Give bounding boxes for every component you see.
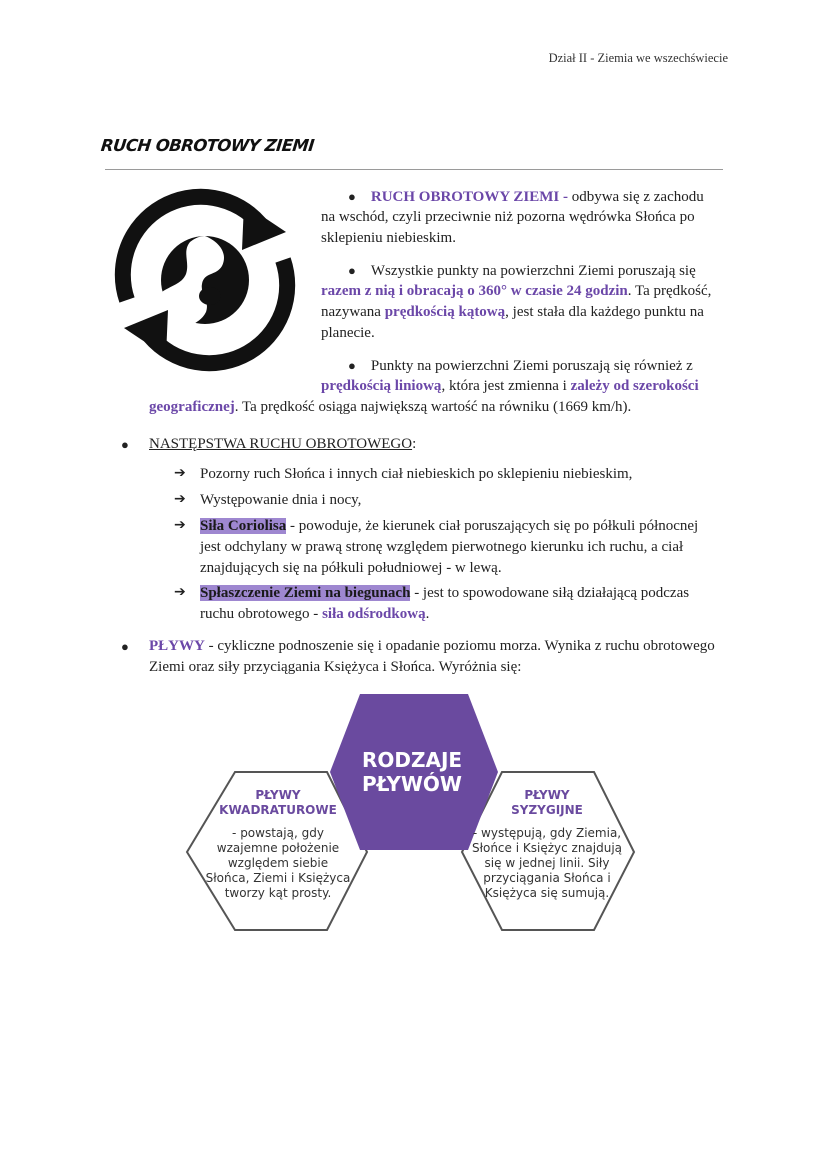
p2-line3 (321, 302, 704, 323)
left-body-4: Słońca, Ziemi i Księżyca (205, 871, 351, 885)
left-heading (203, 788, 353, 818)
bullet: ● (121, 437, 129, 452)
arrow-icon: ➔ (174, 584, 186, 600)
arrow-icon: ➔ (174, 491, 186, 507)
page-header: Dział II - Ziemia we wszechświecie (548, 51, 728, 65)
center-label-2: PŁYWÓW (362, 772, 462, 796)
nast-i4-c: . (425, 606, 430, 622)
center-label (337, 748, 487, 796)
term-ruch-obrotowy: RUCH OBROTOWY ZIEMI - (370, 189, 568, 205)
p2-line3b: , jest stała dla każdego punktu na (505, 304, 704, 320)
left-body-3: względem siebie (227, 856, 329, 870)
page-title: RUCH OBROTOWY ZIEMI (100, 136, 315, 155)
nast-item-4-l2 (200, 604, 429, 625)
center-label-1: RODZAJE (361, 748, 463, 772)
term-plywy: PŁYWY (149, 638, 205, 654)
term-zalezy: zależy od szerokości (570, 378, 699, 394)
plywy-text-a: - cykliczne podnoszenie się i opadanie poziomu morza. Wynika z ruchu obrotowego (204, 638, 715, 654)
nast-item-3-l2: jest odchylany w prawą stronę względem pierwotnego kierunku ich ruchu, a ciał (200, 539, 684, 555)
p1-line1 (348, 186, 704, 208)
p3-line2 (321, 376, 699, 397)
highlight-coriolis: Siła Coriolisa (200, 518, 287, 534)
p3-text: Punkty na powierzchni Ziemi poruszają się również z (370, 358, 693, 374)
arrow-icon: ➔ (174, 517, 186, 533)
nast-item-1: Pozorny ruch Słońca i innych ciał niebieskich po sklepieniu niebieskim, (200, 466, 633, 482)
right-body-4: przyciągania Słońca i (483, 871, 611, 885)
right-body-3: się w jednej linii. Siły (484, 856, 610, 870)
p2-line2 (321, 281, 711, 302)
p2-text: Wszystkie punkty na powierzchni Ziemi poruszają się (370, 263, 696, 279)
nast-item-4 (200, 583, 689, 604)
nast-heading (121, 434, 417, 456)
p1-line3: sklepieniu niebieskim. (321, 230, 456, 246)
term-geograficznej: geograficznej (149, 399, 235, 415)
plywy-line2: Ziemi oraz siły przyciągania Księżyca i Słońca. Wyróżnia się: (149, 659, 522, 675)
right-heading-2: SYZYGIJNE (511, 803, 583, 817)
bullet: ● (121, 639, 129, 654)
nast-i4-a: - jest to spowodowane siłą działającą podczas (410, 585, 690, 601)
right-body-1: - występują, gdy Ziemia, (472, 826, 622, 840)
highlight-splaszczenie: Spłaszczenie Ziemi na biegunach (200, 585, 411, 601)
p2-line3a: nazywana (321, 304, 385, 320)
plywy-line1 (121, 636, 715, 658)
p3-line1 (348, 355, 693, 377)
term-predkosc-liniowa: prędkością liniową (321, 378, 442, 394)
p2-line1 (348, 260, 696, 282)
nast-colon: : (412, 436, 417, 452)
nast-i3-a: - powoduje, że kierunek ciał poruszających się po półkuli północnej (286, 518, 699, 534)
bullet: ● (348, 263, 356, 278)
right-body (466, 826, 628, 901)
nast-i4-b: ruchu obrotowego - (200, 606, 323, 622)
right-body-5: Księżyca się sumują. (484, 886, 610, 900)
left-heading-1: PŁYWY (255, 788, 301, 802)
right-heading-1: PŁYWY (524, 788, 570, 802)
nast-item-2: Występowanie dnia i nocy, (200, 492, 362, 508)
bullet: ● (348, 189, 356, 204)
p3-text-a: , która jest zmienna i (441, 378, 571, 394)
p3-text-b: . Ta prędkość osiąga największą wartość na równiku (1669 km/h). (234, 399, 632, 415)
title-divider (105, 169, 723, 170)
p1-line2: na wschód, czyli przeciwnie niż pozorna wędrówka Słońca po (321, 209, 695, 225)
nast-item-3-l3: znajdujących się na półkuli południowej - w lewą. (200, 560, 502, 576)
p2-line4: planecie. (321, 325, 375, 341)
arrow-icon: ➔ (174, 465, 186, 481)
left-body-2: wzajemne położenie (216, 841, 340, 855)
bullet: ● (348, 358, 356, 373)
earth-rotation-icon (110, 188, 300, 378)
nast-item-3 (200, 516, 698, 537)
right-body-2: Słońce i Księżyc znajdują (471, 841, 623, 855)
p1-text-a: odbywa się z zachodu (567, 189, 704, 205)
p2-text-b: . Ta prędkość, (627, 283, 712, 299)
term-360: razem z nią i obracają o 360° w czasie 24 godzin (321, 283, 628, 299)
right-heading (472, 788, 622, 818)
nast-heading-text: NASTĘPSTWA RUCHU OBROTOWEGO (149, 436, 413, 452)
left-body-1: - powstają, gdy (232, 826, 324, 840)
term-predkosc-katowa: prędkością kątową (384, 304, 506, 320)
p3-line3 (149, 397, 631, 418)
left-heading-2: KWADRATUROWE (219, 803, 337, 817)
left-body-5: tworzy kąt prosty. (224, 886, 332, 900)
left-body (197, 826, 359, 901)
term-sila-odsrodkowa: siła odśrodkową (322, 606, 426, 622)
